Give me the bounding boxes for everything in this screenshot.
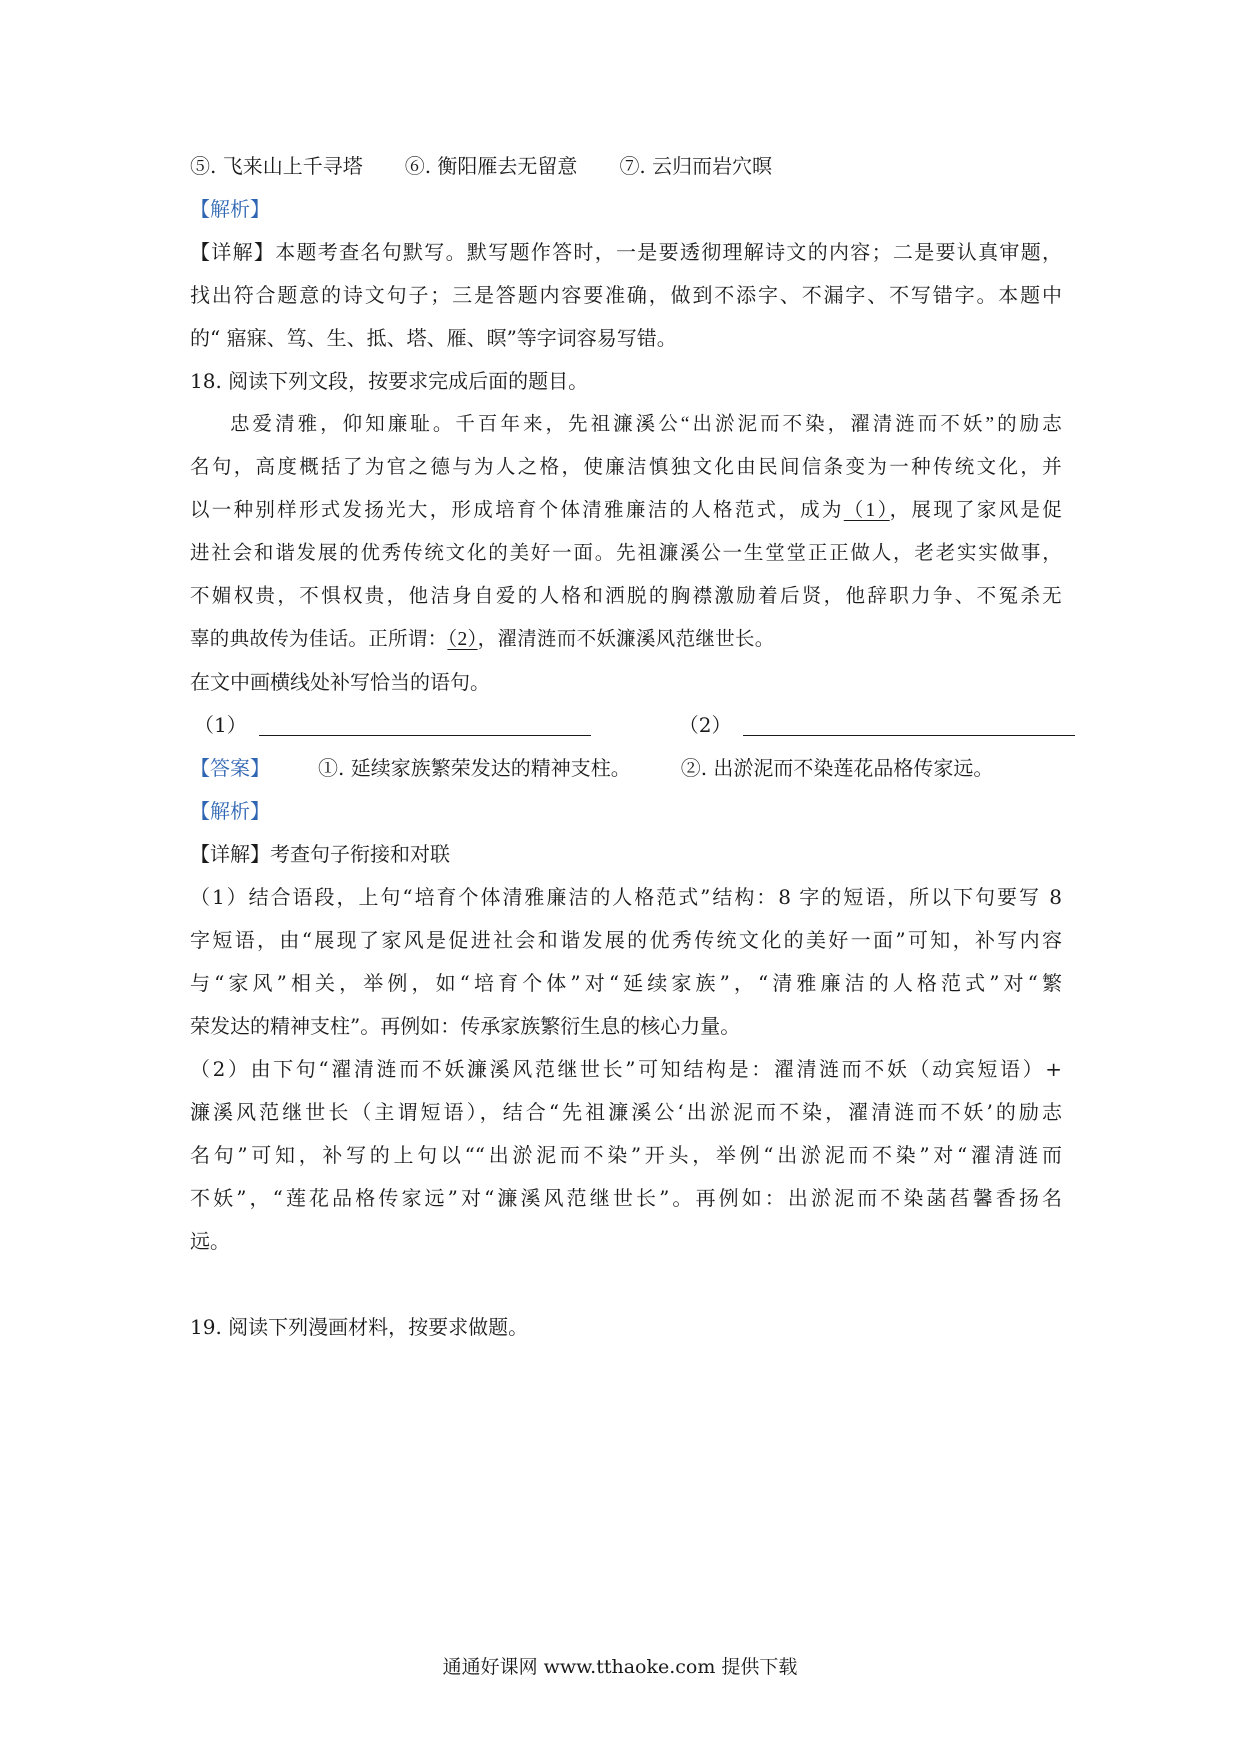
passage-line: 不媚权贵，不惧权贵，他洁身自爱的人格和洒脱的胸襟激励着后贤，他辞职力争、不冤杀无 (190, 586, 1062, 607)
q18-answer-tag: 【答案】 (190, 756, 270, 780)
q18-answer-2: ②. 出淤泥而不染莲花品格传家远。 (680, 756, 994, 780)
page-footer: 通通好课网 www.tthaoke.com 提供下载 (442, 1656, 798, 1678)
q18-detail-line: 荣发达的精神支柱”。再例如：传承家族繁衍生息的核心力量。 (190, 1014, 741, 1038)
passage-line: 进社会和谐发展的优秀传统文化的美好一面。先祖濂溪公一生堂堂正正做人，老老实实做事， (190, 543, 1062, 564)
answer-blank-1[interactable] (259, 711, 591, 736)
q18-answer-row (190, 747, 1062, 790)
passage-line: 辜的典故传为佳话。正所谓：（2），濯清涟而不妖濂溪风范继世长。 (190, 629, 775, 650)
q18-detail-line: （1）结合语段，上句“培育个体清雅廉洁的人格范式”结构：8 字的短语，所以下句要写 8 (190, 885, 1062, 909)
q18-stem: 18. 阅读下列文段，按要求完成后面的题目。 (190, 369, 589, 393)
blank2-label: （2） (678, 713, 732, 737)
passage-line: 忠爱清雅，仰知廉耻。千百年来，先祖濂溪公“出淤泥而不染，濯清涟而不妖”的励志 (230, 414, 1062, 435)
q17-answers (190, 145, 1062, 188)
q17-analysis-tag: 【解析】 (190, 197, 270, 221)
q18-detail-line: 与“家风”相关，举例，如“培育个体”对“延续家族”，“清雅廉洁的人格范式”对“繁 (190, 971, 1062, 995)
passage-line: 名句，高度概括了为官之德与为人之格，使廉洁慎独文化由民间信条变为一种传统文化，并 (190, 457, 1062, 478)
q18-answer-1: ①. 延续家族繁荣发达的精神支柱。 (318, 756, 631, 780)
q18-detail-line: 名句”可知，补写的上句以““出淤泥而不染”开头，举例“出淤泥而不染”对“濯清涟而 (190, 1143, 1062, 1167)
q18-analysis-tag: 【解析】 (190, 799, 270, 823)
q18-instruction: 在文中画横线处补写恰当的语句。 (190, 670, 490, 694)
page-content (190, 145, 1062, 1349)
answer-blank-2[interactable] (743, 711, 1075, 736)
q17-detail-line: 【详解】本题考查名句默写。默写题作答时，一是要透彻理解诗文的内容；二是要认真审题， (190, 240, 1062, 264)
passage-line: 以一种别样形式发扬光大，形成培育个体清雅廉洁的人格范式，成为（1），展现了家风是促 (190, 500, 1062, 521)
q18-detail-line: 远。 (190, 1229, 230, 1253)
q17-answer-6: ⑥. 衡阳雁去无留意 (404, 154, 578, 178)
q18-detail-line: （2）由下句“濯清涟而不妖濂溪风范继世长”可知结构是：濯清涟而不妖（动宾短语）+ (190, 1057, 1062, 1081)
q18-detail-line: 字短语，由“展现了家风是促进社会和谐发展的优秀传统文化的美好一面”可知，补写内容 (190, 928, 1062, 952)
blank-marker-2: （2） (447, 629, 478, 650)
q17-detail-line: 的“ 寤寐、笃、生、抵、塔、雁、暝”等字词容易写错。 (190, 326, 677, 350)
q17-answer-7: ⑦. 云归而岩穴暝 (619, 154, 773, 178)
q19-stem: 19. 阅读下列漫画材料，按要求做题。 (190, 1315, 529, 1339)
q18-passage (190, 403, 1062, 661)
blank1-label: （1） (194, 713, 247, 737)
q18-detail-line: 濂溪风范继世长（主谓短语），结合“先祖濂溪公‘出淤泥而不染，濯清涟而不妖’的励志 (190, 1100, 1062, 1124)
q17-detail-line: 找出符合题意的诗文句子；三是答题内容要准确，做到不添字、不漏字、不写错字。本题中 (190, 283, 1062, 307)
q18-detail-line: 不妖”，“莲花品格传家远”对“濂溪风范继世长”。再例如：出淤泥而不染菡萏馨香扬名 (190, 1186, 1062, 1210)
q18-detail-title: 【详解】考查句子衔接和对联 (190, 842, 450, 866)
q17-answer-5: ⑤. 飞来山上千寻塔 (190, 154, 363, 178)
q18-blanks-row (190, 704, 1062, 747)
blank-marker-1: （1） (843, 500, 890, 521)
